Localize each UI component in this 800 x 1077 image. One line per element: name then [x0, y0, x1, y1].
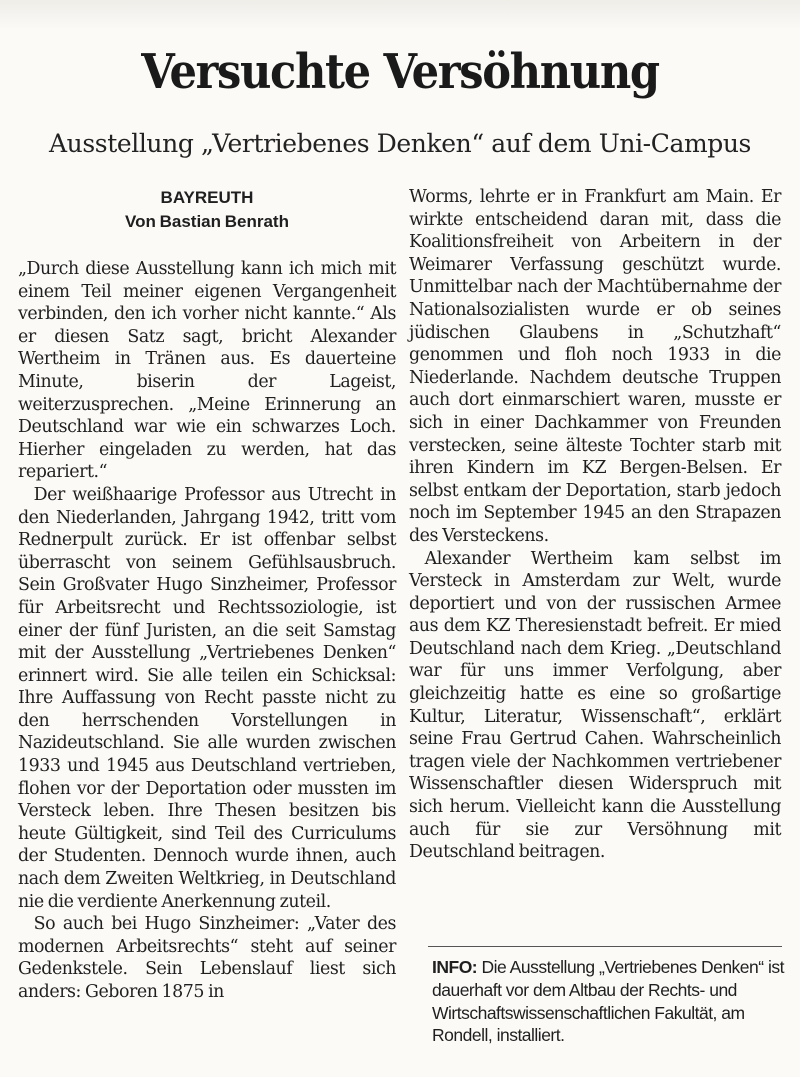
article-paragraph: Alexander Wertheim kam selbst im Versteck in Amsterdam zur Welt, wurde deportiert und von der russischen Armee aus dem KZ Theresienstadt befreit. Er mied Deutschland nach dem Krieg. „Deutschland war für uns immer Verfolgung, aber gleichzeitig hatte es eine so großartige Kultur, Literatur, Wissenschaft“, erklärt seine Frau Gertrud Cahen. Wahrscheinlich tragen viele der Nachkommen vertriebener Wissenschaftler diesen Widerspruch mit sich herum. Vielleicht kann die Ausstellung auch für sie zur Versöhnung mit Deutschland beitragen. [409, 548, 781, 863]
article-byline: Von Bastian Benrath [125, 212, 289, 231]
info-text: Die Ausstellung „Vertriebenes Denken“ ist dauerhaft vor dem Altbau der Rechts- und Wirtschaftswissenschaftlichen Fakultät, am Rondell, installiert. [432, 957, 784, 1046]
article-paragraph: So auch bei Hugo Sinzheimer: „Vater des modernen Arbeitsrechts“ steht auf seiner Gedenkstele. Sein Lebenslauf liest sich anders: Geboren 1875 in [18, 914, 396, 1002]
article-column-left [18, 186, 396, 1004]
article-column-right [409, 186, 781, 864]
article-dateline: BAYREUTH [160, 188, 254, 207]
article-paragraph: „Durch diese Ausstellung kann ich mich mit einem Teil meiner eigenen Vergangenheit verbinden, den ich vorher nicht kannte.“ Als er diesen Satz sagt, bricht Alexander Wertheim in Tränen aus. Es dauerteine Minute, biserin der Lageist, weiterzusprechen. „Meine Erinnerung an Deutschland war wie ein schwarzes Loch. Hierher eingeladen zu werden, hat das repariert.“ [18, 259, 396, 483]
info-label: INFO: [432, 957, 478, 977]
article-subheadline: Ausstellung „Vertriebenes Denken“ auf dem Uni-Campus [48, 129, 751, 158]
article-headline: Versuchte Versöhnung [141, 44, 659, 100]
article-paragraph: Der weißhaarige Professor aus Utrecht in den Niederlanden, Jahrgang 1942, tritt vom Rednerpult zurück. Er ist offenbar selbst überrascht von seinem Gefühlsausbruch. Sein Großvater Hugo Sinzheimer, Professor für Arbeitsrecht und Rechtssoziologie, ist einer der fünf Juristen, an die seit Samstag mit der Ausstellung „Vertriebenes Denken“ erinnert wird. Sie alle teilen ein Schicksal: Ihre Auffassung von Recht passte nicht zu den herrschenden Vorstellungen in Nazideutschland. Sie alle wurden zwischen 1933 und 1945 aus Deutschland vertrieben, flohen vor der Deportation oder mussten im Versteck leben. Ihre Thesen besitzen bis heute Gültigkeit, sind Teil des Curriculums der Studenten. Dennoch wurde ihnen, auch nach dem Zweiten Weltkrieg, in Deutschland nie die verdiente Anerkennung zuteil. [18, 484, 396, 912]
article-paragraph: Worms, lehrte er in Frankfurt am Main. Er wirkte entscheidend daran mit, dass die Koalitionsfreiheit von Arbeitern in der Weimarer Verfassung geschützt wurde. Unmittelbar nach der Machtübernahme der Nationalsozialisten wurde er ob seines jüdischen Glaubens in „Schutzhaft“ genommen und floh noch 1933 in die Niederlande. Nachdem deutsche Truppen auch dort einmarschiert waren, musste er sich in einer Dachkammer von Freunden verstecken, seine älteste Tochter starb mit ihren Kindern im KZ Bergen-Belsen. Er selbst entkam der Deportation, starb jedoch noch im September 1945 an den Strapazen des Versteckens. [409, 187, 781, 546]
info-box-divider [428, 946, 782, 947]
info-box [432, 956, 784, 1047]
page-top-shade [0, 0, 800, 30]
